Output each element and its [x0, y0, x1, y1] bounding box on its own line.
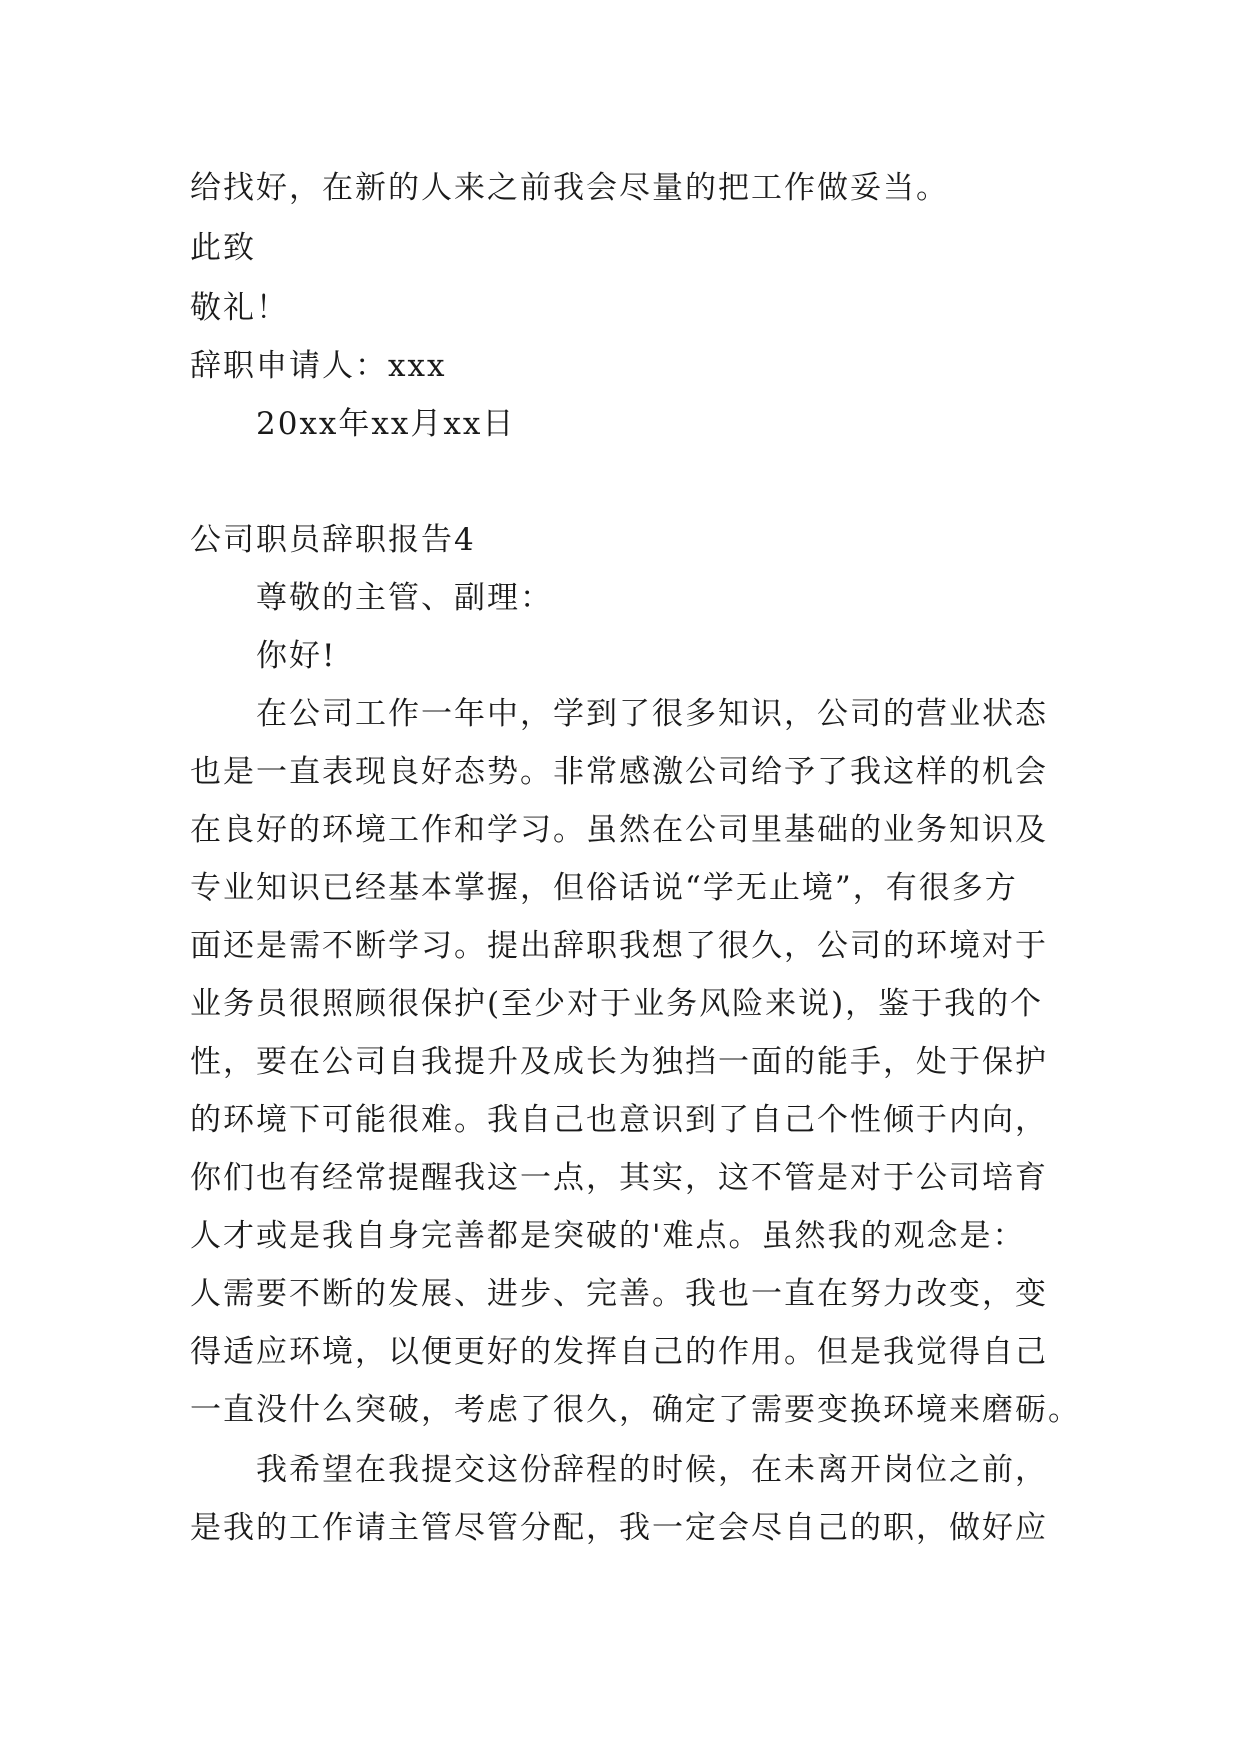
body-line: 是我的工作请主管尽管分配，我一定会尽自己的职，做好应: [190, 1510, 1048, 1546]
body-line: 的环境下可能很难。我自己也意识到了自己个性倾于内向，: [190, 1102, 1048, 1138]
body-line: 在良好的环境工作和学习。虽然在公司里基础的业务知识及: [190, 812, 1048, 848]
body-line: 一直没什么突破，考虑了很久，确定了需要变换环境来磨砺。: [190, 1392, 1081, 1428]
closing-sentence: 给找好，在新的人来之前我会尽量的把工作做妥当。: [190, 170, 949, 206]
body-line: 业务员很照顾很保护(至少对于业务风险来说)，鉴于我的个: [190, 986, 1044, 1022]
date-line: 20xx年xx月xx日: [256, 406, 516, 442]
body-line: 得适应环境，以便更好的发挥自己的作用。但是我觉得自己: [190, 1334, 1048, 1370]
greeting-hello: 你好!: [256, 638, 337, 674]
body-line: 人才或是我自身完善都是突破的'难点。虽然我的观念是：: [190, 1218, 1026, 1254]
body-line: 也是一直表现良好态势。非常感激公司给予了我这样的机会: [190, 754, 1048, 790]
report-title: 公司职员辞职报告4: [190, 522, 476, 558]
body-line: 我希望在我提交这份辞程的时候，在未离开岗位之前，: [256, 1452, 1048, 1488]
body-line: 在公司工作一年中，学到了很多知识，公司的营业状态: [256, 696, 1048, 732]
body-line: 专业知识已经基本掌握，但俗话说“学无止境”，有很多方: [190, 870, 1018, 906]
body-line: 性，要在公司自我提升及成长为独挡一面的能手，处于保护: [190, 1044, 1048, 1080]
body-line: 面还是需不断学习。提出辞职我想了很久，公司的环境对于: [190, 928, 1048, 964]
salutation-line-2: 敬礼！: [190, 290, 289, 326]
body-line: 你们也有经常提醒我这一点，其实，这不管是对于公司培育: [190, 1160, 1048, 1196]
salutation-line-1: 此致: [190, 230, 256, 266]
body-line: 人需要不断的发展、进步、完善。我也一直在努力改变，变: [190, 1276, 1048, 1312]
greeting-recipient: 尊敬的主管、副理：: [256, 580, 553, 616]
signer-line: 辞职申请人：xxx: [190, 348, 447, 384]
